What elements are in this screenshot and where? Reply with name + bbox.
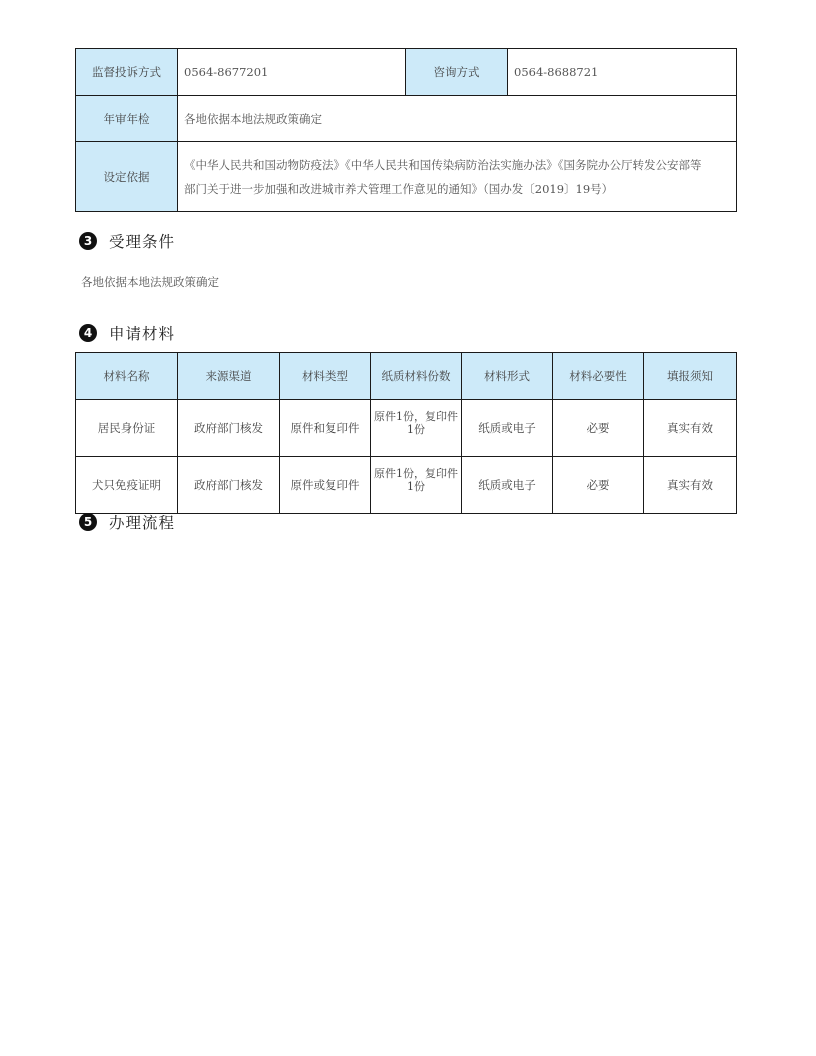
consult-phone: 0564-8688721 bbox=[508, 49, 737, 96]
cell-paper-copies: 原件1份，复印件1份 bbox=[371, 400, 462, 457]
materials-table bbox=[75, 352, 737, 514]
section-title-process: 办理流程 bbox=[109, 514, 176, 532]
header-material-name: 材料名称 bbox=[76, 353, 178, 400]
header-material-form: 材料形式 bbox=[462, 353, 553, 400]
section-title-materials: 申请材料 bbox=[109, 325, 176, 343]
table-row bbox=[76, 457, 737, 514]
cell-notes: 真实有效 bbox=[644, 400, 737, 457]
table-row bbox=[76, 400, 737, 457]
cell-source: 政府部门核发 bbox=[178, 400, 280, 457]
basis-label: 设定依据 bbox=[76, 142, 178, 212]
header-source: 来源渠道 bbox=[178, 353, 280, 400]
basis-row bbox=[76, 142, 737, 212]
cell-material-name: 犬只免疫证明 bbox=[76, 457, 178, 514]
section-title-acceptance: 受理条件 bbox=[109, 233, 176, 251]
annual-row bbox=[76, 96, 737, 142]
materials-header-row bbox=[76, 353, 737, 400]
complaint-row bbox=[76, 49, 737, 96]
cell-source: 政府部门核发 bbox=[178, 457, 280, 514]
cell-paper-copies: 原件1份，复印件1份 bbox=[371, 457, 462, 514]
section-number-4: 4 bbox=[79, 324, 97, 342]
annual-label: 年审年检 bbox=[76, 96, 178, 142]
cell-necessity: 必要 bbox=[553, 457, 644, 514]
basis-value bbox=[178, 142, 737, 212]
consult-label: 咨询方式 bbox=[406, 49, 508, 96]
cell-material-form: 纸质或电子 bbox=[462, 400, 553, 457]
header-material-type: 材料类型 bbox=[280, 353, 371, 400]
cell-material-type: 原件或复印件 bbox=[280, 457, 371, 514]
complaint-phone: 0564-8677201 bbox=[178, 49, 406, 96]
section-number-3: 3 bbox=[79, 232, 97, 250]
cell-notes: 真实有效 bbox=[644, 457, 737, 514]
header-paper-copies: 纸质材料份数 bbox=[371, 353, 462, 400]
complaint-label: 监督投诉方式 bbox=[76, 49, 178, 96]
acceptance-text: 各地依据本地法规政策确定 bbox=[81, 275, 219, 289]
info-table bbox=[75, 48, 737, 212]
basis-line-2: 部门关于进一步加强和改进城市养犬管理工作意见的通知》（国办发〔2019〕19号） bbox=[184, 181, 614, 196]
section-number-5: 5 bbox=[79, 513, 97, 531]
cell-material-name: 居民身份证 bbox=[76, 400, 178, 457]
section-materials-heading bbox=[79, 323, 175, 343]
basis-line-1: 《中华人民共和国动物防疫法》《中华人民共和国传染病防治法实施办法》《国务院办公厅转发公安部等 bbox=[184, 157, 702, 172]
cell-material-form: 纸质或电子 bbox=[462, 457, 553, 514]
section-process-heading bbox=[79, 512, 175, 532]
cell-necessity: 必要 bbox=[553, 400, 644, 457]
section-acceptance-heading bbox=[79, 231, 175, 251]
header-notes: 填报须知 bbox=[644, 353, 737, 400]
annual-value: 各地依据本地法规政策确定 bbox=[178, 96, 737, 142]
cell-material-type: 原件和复印件 bbox=[280, 400, 371, 457]
header-necessity: 材料必要性 bbox=[553, 353, 644, 400]
